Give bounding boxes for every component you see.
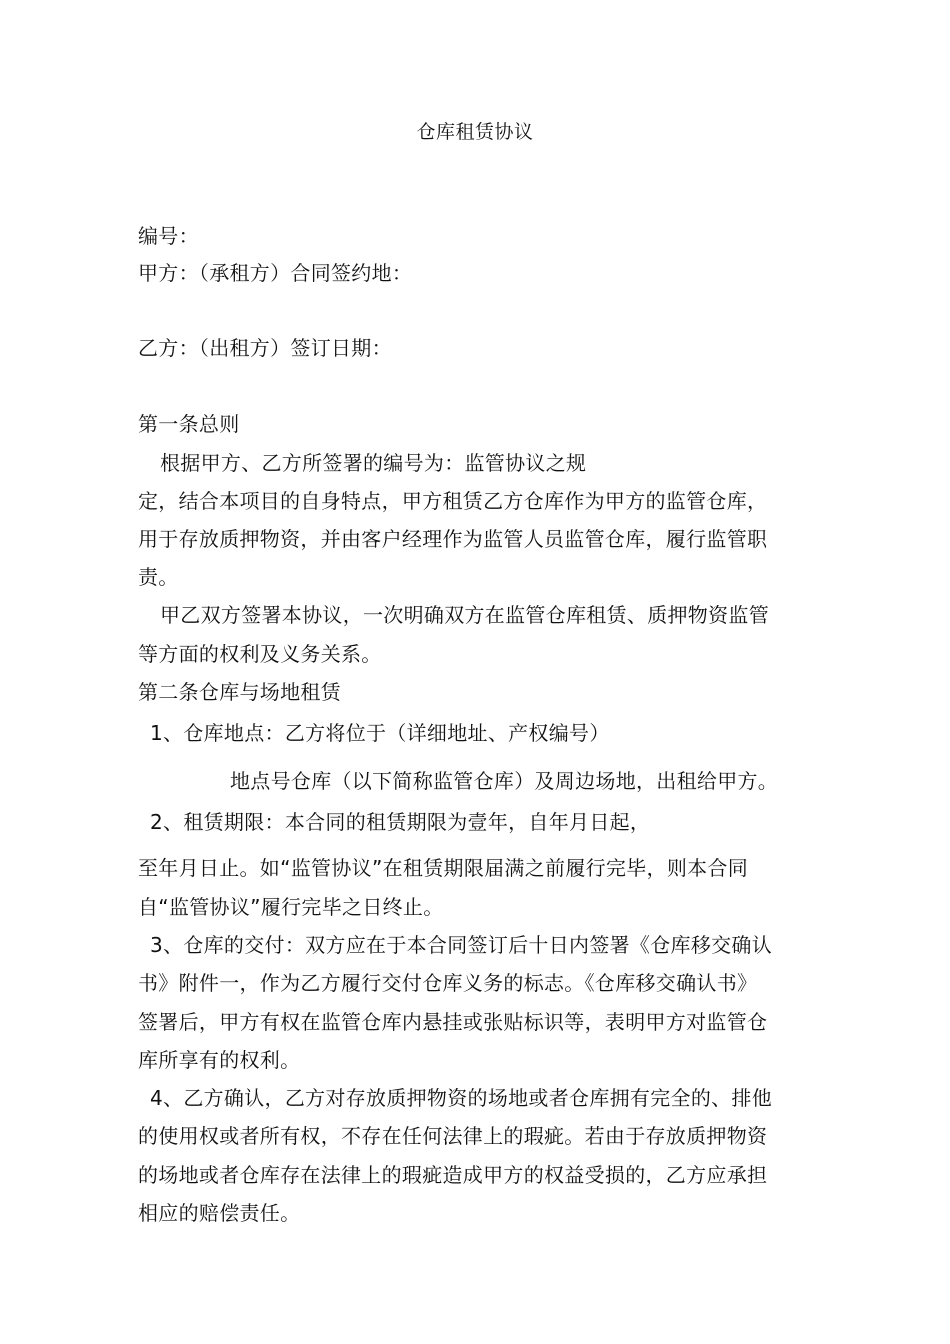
contract-number-line: 编号：	[138, 224, 199, 248]
paragraph-line: 责。	[138, 565, 179, 589]
paragraph-line: 等方面的权利及义务关系。	[138, 642, 382, 666]
clause-3-line: 签署后，甲方有权在监管仓库内悬挂或张贴标识等，表明甲方对监管仓	[138, 1010, 768, 1034]
party-a-line: 甲方：（承租方）合同签约地：	[138, 261, 413, 285]
clause-3-line: 库所享有的权利。	[138, 1048, 301, 1072]
paragraph-line: 定，结合本项目的自身特点，甲方租赁乙方仓库作为甲方的监管仓库，	[138, 489, 768, 513]
clause-3-line: 书》附件一，作为乙方履行交付仓库义务的标志。《仓库移交确认书》	[138, 971, 758, 995]
clause-2-line: 自“监管协议”履行完毕之日终止。	[138, 895, 444, 919]
paragraph-line: 甲乙双方签署本协议，一次明确双方在监管仓库租赁、质押物资监管	[160, 603, 769, 627]
article-2-heading: 第二条仓库与场地租赁	[138, 680, 341, 704]
clause-2-line: 2、租赁期限：本合同的租赁期限为壹年，自年月日起，	[150, 810, 651, 834]
clause-4-line: 的场地或者仓库存在法律上的瑕疵造成甲方的权益受损的，乙方应承担	[138, 1163, 768, 1187]
clause-1-line: 1、仓库地点：乙方将位于（详细地址、产权编号）	[150, 721, 610, 745]
clause-4-line: 相应的赔偿责任。	[138, 1201, 301, 1225]
clause-4-line: 的使用权或者所有权，不存在任何法律上的瑕疵。若由于存放质押物资	[138, 1124, 768, 1148]
paragraph-line: 用于存放质押物资，并由客户经理作为监管人员监管仓库，履行监管职	[138, 527, 768, 551]
article-1-heading: 第一条总则	[138, 412, 240, 436]
clause-4-line: 4、乙方确认，乙方对存放质押物资的场地或者仓库拥有完全的、排他	[150, 1086, 773, 1110]
party-b-line: 乙方：（出租方）签订日期：	[138, 336, 392, 360]
clause-1-line: 地点号仓库（以下简称监管仓库）及周边场地，出租给甲方。	[230, 769, 779, 793]
clause-3-line: 3、仓库的交付：双方应在于本合同签订后十日内签署《仓库移交确认	[150, 933, 773, 957]
document-title: 仓库租赁协议	[416, 121, 534, 143]
paragraph-line: 根据甲方、乙方所签署的编号为：监管协议之规	[160, 451, 587, 475]
clause-2-line: 至年月日止。如“监管协议”在租赁期限届满之前履行完毕，则本合同	[138, 856, 749, 880]
